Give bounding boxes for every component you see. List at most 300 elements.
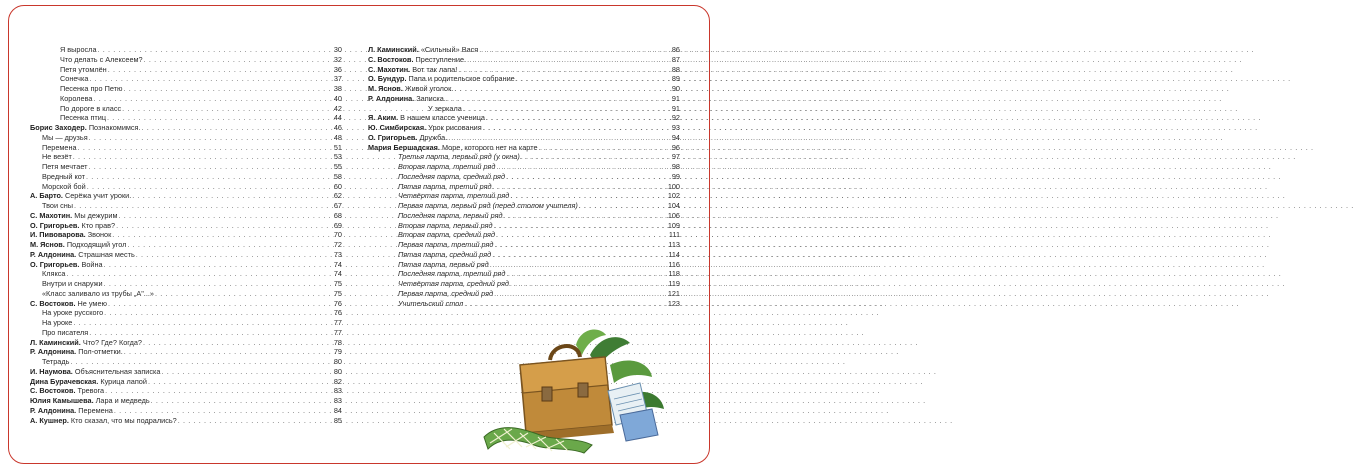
toc-entry bbox=[30, 308, 342, 318]
toc-title: Море, которого нет на карте bbox=[441, 142, 538, 152]
toc-author: С. Востоков. bbox=[30, 298, 76, 308]
toc-entry-text bbox=[42, 318, 72, 328]
toc-entry-text bbox=[42, 182, 86, 192]
toc-leader-dots bbox=[87, 182, 327, 192]
toc-author: Мария Бершадская. bbox=[368, 142, 440, 152]
toc-page-number: 113 bbox=[668, 240, 680, 249]
toc-title: Звонок bbox=[87, 230, 112, 240]
toc-entry-text bbox=[368, 123, 482, 133]
toc-author: Р. Алдонина. bbox=[30, 347, 77, 357]
toc-page-number: 74 bbox=[333, 259, 342, 269]
toc-entry-text bbox=[42, 328, 88, 338]
toc-title: Вредный кот bbox=[42, 171, 85, 181]
toc-entry-text bbox=[398, 269, 505, 279]
toc-entry bbox=[30, 367, 342, 377]
toc-title: «Сильный» Вася bbox=[420, 45, 479, 54]
toc-entry-text bbox=[398, 152, 520, 162]
toc-author: О. Григорьев. bbox=[368, 132, 418, 142]
toc-entry-text bbox=[60, 104, 121, 114]
toc-title: На уроке bbox=[42, 318, 73, 327]
toc-entry bbox=[30, 338, 342, 348]
toc-entry bbox=[30, 191, 342, 201]
toc-leader-dots bbox=[144, 55, 327, 65]
toc-entry-text bbox=[42, 152, 72, 162]
toc-title: Твои сны bbox=[42, 201, 74, 210]
toc-title: Я выросла bbox=[60, 45, 97, 54]
toc-page-number: 123 bbox=[667, 298, 680, 308]
toc-title: Не везёт bbox=[42, 152, 72, 162]
toc-leader-dots bbox=[492, 250, 665, 260]
toc-leader-dots bbox=[123, 84, 327, 94]
toc-entry bbox=[368, 104, 680, 114]
toc-entry-text bbox=[30, 377, 147, 387]
toc-right-column bbox=[368, 45, 680, 308]
toc-entry-text bbox=[398, 182, 492, 192]
toc-entry-text bbox=[60, 74, 88, 84]
toc-entry bbox=[368, 123, 680, 133]
toc-author: Р. Алдонина. bbox=[368, 93, 415, 103]
toc-page-number: 87 bbox=[671, 54, 680, 64]
toc-entry bbox=[368, 279, 680, 289]
toc-entry bbox=[30, 347, 342, 357]
toc-entry bbox=[368, 250, 680, 260]
school-bag-illustration bbox=[480, 325, 670, 455]
toc-title: Курица лапой bbox=[100, 376, 147, 386]
toc-entry bbox=[30, 328, 342, 338]
toc-leader-dots bbox=[510, 279, 665, 289]
toc-entry-text bbox=[368, 94, 446, 104]
toc-title: Перемена bbox=[78, 405, 113, 415]
toc-author: Борис Заходер. bbox=[30, 123, 87, 132]
toc-title: Четвёртая парта, средний ряд bbox=[398, 279, 509, 288]
toc-page-number: 82 bbox=[333, 376, 342, 386]
toc-author: Я. Аким. bbox=[368, 113, 399, 123]
toc-page-number: 51 bbox=[333, 142, 342, 152]
toc-author: Л. Каминский. bbox=[30, 337, 81, 347]
toc-entry-text bbox=[42, 133, 88, 143]
toc-leader-dots bbox=[70, 357, 327, 367]
toc-leader-dots bbox=[454, 84, 665, 94]
toc-author: С. Востоков. bbox=[368, 54, 414, 64]
toc-title: Кто сказал, что мы подрались? bbox=[70, 415, 177, 425]
toc-page-number: 67 bbox=[333, 201, 342, 210]
toc-entry-text bbox=[30, 250, 135, 260]
toc-title: Сонечка bbox=[60, 74, 89, 84]
toc-page-number: 119 bbox=[668, 279, 680, 288]
toc-page-number: 84 bbox=[333, 405, 342, 415]
toc-leader-dots bbox=[119, 211, 328, 221]
toc-page-number: 92 bbox=[671, 113, 680, 123]
toc-title: Мы — друзья bbox=[42, 132, 88, 142]
toc-leader-dots bbox=[463, 104, 665, 114]
toc-entry-text bbox=[398, 250, 491, 260]
toc-page-number: 73 bbox=[333, 249, 342, 259]
toc-title: Живой уголок. bbox=[404, 84, 454, 93]
toc-title: Песенка птиц bbox=[60, 113, 107, 123]
toc-entry bbox=[30, 289, 342, 299]
toc-title: Записка. bbox=[416, 93, 446, 103]
toc-entry bbox=[368, 230, 680, 240]
toc-leader-dots bbox=[148, 377, 327, 387]
toc-page-number: 100 bbox=[667, 181, 680, 191]
toc-title: Не умею bbox=[77, 298, 107, 308]
toc-title: Пятая парта, средний ряд bbox=[398, 249, 492, 259]
toc-page-number: 91 bbox=[671, 93, 680, 103]
toc-leader-dots bbox=[496, 162, 665, 172]
toc-entry-text bbox=[30, 386, 104, 396]
toc-title: Последняя парта, средний ряд bbox=[398, 171, 505, 181]
toc-author: С. Махотин. bbox=[368, 64, 411, 74]
toc-entry bbox=[368, 211, 680, 221]
toc-title: Про писателя bbox=[42, 327, 89, 337]
toc-entry bbox=[368, 191, 680, 201]
toc-entry bbox=[30, 416, 342, 426]
toc-title: Вторая парта, первый ряд bbox=[398, 220, 493, 230]
toc-page-number: 83 bbox=[333, 386, 342, 396]
toc-entry-text bbox=[30, 416, 177, 426]
toc-entry-text bbox=[42, 269, 65, 279]
toc-entry bbox=[30, 299, 342, 309]
toc-leader-dots bbox=[98, 45, 328, 55]
toc-leader-dots bbox=[124, 347, 327, 357]
toc-entry bbox=[30, 260, 342, 270]
toc-title: Пятая парта, третий ряд bbox=[398, 181, 492, 191]
toc-author: О. Григорьев. bbox=[30, 220, 80, 230]
toc-leader-dots bbox=[104, 260, 327, 270]
toc-page-number: 74 bbox=[333, 269, 342, 279]
toc-leader-dots bbox=[447, 94, 665, 104]
toc-entry bbox=[30, 74, 342, 84]
toc-title: Что делать с Алексеем? bbox=[60, 54, 143, 64]
toc-leader-dots bbox=[483, 123, 665, 133]
toc-entry-text bbox=[398, 172, 505, 182]
toc-page-number: 94 bbox=[671, 132, 680, 142]
toc-entry-text bbox=[398, 260, 489, 270]
toc-page-number: 109 bbox=[667, 220, 680, 230]
toc-page-number: 36 bbox=[333, 64, 342, 74]
toc-leader-dots bbox=[506, 269, 665, 279]
toc-entry-text bbox=[42, 143, 77, 153]
toc-title: Учительский стол bbox=[398, 298, 464, 308]
toc-entry-text bbox=[398, 279, 509, 289]
toc-entry bbox=[368, 65, 680, 75]
toc-title: Папа и родительское собрание bbox=[408, 74, 515, 84]
toc-entry bbox=[30, 279, 342, 289]
toc-page-number: 88 bbox=[671, 64, 680, 74]
toc-entry bbox=[368, 269, 680, 279]
toc-leader-dots bbox=[89, 74, 327, 84]
toc-leader-dots bbox=[494, 289, 665, 299]
toc-page-number: 83 bbox=[333, 396, 342, 405]
toc-entry bbox=[30, 123, 342, 133]
toc-entry bbox=[30, 357, 342, 367]
toc-leader-dots bbox=[510, 191, 665, 201]
toc-author: Дина Бурачевская. bbox=[30, 376, 99, 386]
toc-page-number: 75 bbox=[333, 288, 342, 298]
toc-entry bbox=[30, 133, 342, 143]
toc-entry-text bbox=[42, 357, 69, 367]
toc-leader-dots bbox=[132, 191, 327, 201]
toc-title: Серёжа учит уроки. bbox=[64, 191, 132, 201]
toc-entry-text bbox=[398, 230, 495, 240]
toc-entry-text bbox=[398, 211, 503, 221]
toc-title: Пол-отметки. bbox=[78, 347, 123, 357]
toc-title: Королева bbox=[60, 93, 93, 103]
toc-entry-text bbox=[30, 211, 118, 221]
toc-entry bbox=[368, 299, 680, 309]
toc-entry bbox=[30, 221, 342, 231]
toc-leader-dots bbox=[114, 406, 327, 416]
toc-entry bbox=[30, 104, 342, 114]
toc-entry bbox=[30, 318, 342, 328]
toc-entry bbox=[368, 133, 680, 143]
toc-entry bbox=[368, 240, 680, 250]
toc-title: Преступление. bbox=[415, 54, 467, 64]
toc-leader-dots bbox=[66, 269, 327, 279]
toc-entry-text bbox=[30, 230, 111, 240]
toc-title: Мы дежурим bbox=[74, 210, 118, 220]
toc-title: Последняя парта, первый ряд bbox=[398, 210, 503, 220]
toc-entry-text bbox=[42, 201, 73, 211]
toc-leader-dots bbox=[74, 201, 327, 211]
toc-entry bbox=[368, 45, 680, 55]
toc-author: Юлия Камышева. bbox=[30, 396, 94, 405]
toc-entry bbox=[368, 182, 680, 192]
toc-page-number: 40 bbox=[333, 93, 342, 103]
toc-page-number: 111 bbox=[668, 230, 680, 240]
toc-entry bbox=[368, 152, 680, 162]
toc-title: Клякса bbox=[42, 269, 66, 279]
toc-entry-text bbox=[42, 162, 88, 172]
toc-page-number: 97 bbox=[671, 152, 680, 162]
toc-entry-text bbox=[368, 45, 478, 55]
toc-page-number: 85 bbox=[333, 415, 342, 425]
toc-leader-dots bbox=[107, 113, 327, 123]
toc-entry-text bbox=[30, 338, 142, 348]
toc-leader-dots bbox=[486, 113, 665, 123]
toc-page-number: 76 bbox=[333, 298, 342, 308]
toc-author: И. Пивоварова. bbox=[30, 230, 86, 240]
toc-entry-text bbox=[30, 347, 123, 357]
toc-page-number: 98 bbox=[671, 162, 680, 171]
toc-entry-text bbox=[30, 260, 103, 270]
toc-entry bbox=[30, 113, 342, 123]
toc-entry bbox=[368, 260, 680, 270]
toc-leader-dots bbox=[105, 386, 327, 396]
toc-page-number: 91 bbox=[671, 103, 680, 113]
toc-title: Внутри и снаружи bbox=[42, 279, 103, 288]
toc-author: Р. Алдонина. bbox=[30, 405, 77, 415]
toc-author: С. Махотин. bbox=[30, 210, 73, 220]
toc-leader-dots bbox=[151, 396, 327, 406]
toc-leader-dots bbox=[479, 45, 665, 55]
toc-title: Вот так лапа! bbox=[412, 64, 458, 74]
toc-title: Первая парта, третий ряд bbox=[398, 240, 494, 249]
toc-leader-dots bbox=[142, 123, 327, 133]
toc-entry bbox=[30, 94, 342, 104]
toc-entry-text bbox=[30, 221, 115, 231]
toc-entry-text bbox=[30, 396, 150, 406]
toc-entry-text bbox=[60, 84, 122, 94]
toc-title: Война bbox=[81, 259, 103, 269]
toc-title: Песенка про Петю bbox=[60, 84, 123, 93]
toc-entry-text bbox=[30, 367, 160, 377]
toc-page-number: 102 bbox=[667, 191, 680, 201]
toc-entry bbox=[368, 221, 680, 231]
toc-page-number: 42 bbox=[333, 103, 342, 113]
toc-leader-dots bbox=[539, 143, 665, 153]
toc-page-number: 44 bbox=[333, 113, 342, 123]
toc-entry bbox=[30, 182, 342, 192]
toc-title: Тревога bbox=[77, 386, 105, 396]
toc-entry-text bbox=[30, 191, 131, 201]
toc-author: С. Востоков. bbox=[30, 386, 76, 396]
toc-title: Пятая парта, первый ряд bbox=[398, 259, 489, 269]
toc-leader-dots bbox=[73, 318, 327, 328]
toc-title: Морской бой bbox=[42, 181, 86, 191]
toc-title: Страшная месть bbox=[78, 249, 135, 259]
toc-page-number: 53 bbox=[333, 152, 342, 162]
toc-leader-dots bbox=[467, 55, 665, 65]
toc-leader-dots bbox=[112, 230, 327, 240]
toc-leader-dots bbox=[521, 152, 665, 162]
toc-entry bbox=[30, 45, 342, 55]
toc-leader-dots bbox=[136, 250, 327, 260]
toc-entry bbox=[368, 162, 680, 172]
toc-title: Вторая парта, средний ряд bbox=[398, 230, 495, 240]
toc-leader-dots bbox=[494, 240, 665, 250]
toc-leader-dots bbox=[458, 65, 665, 75]
toc-entry bbox=[368, 113, 680, 123]
toc-title: Познакомимся. bbox=[88, 123, 141, 132]
toc-page-number: 78 bbox=[333, 337, 342, 347]
toc-entry bbox=[30, 386, 342, 396]
toc-entry bbox=[30, 377, 342, 387]
toc-page-number: 116 bbox=[668, 259, 680, 269]
toc-title: Четвёртая парта, третий ряд bbox=[398, 191, 510, 201]
toc-entry bbox=[368, 172, 680, 182]
toc-entry bbox=[30, 143, 342, 153]
toc-page-number: 48 bbox=[333, 132, 342, 142]
toc-entry bbox=[368, 84, 680, 94]
toc-page-number: 80 bbox=[333, 366, 342, 376]
toc-left-column bbox=[30, 45, 342, 425]
toc-entry bbox=[30, 240, 342, 250]
toc-entry-text bbox=[60, 113, 106, 123]
toc-entry-text bbox=[368, 113, 485, 123]
toc-author: О. Григорьев. bbox=[30, 259, 80, 269]
toc-entry bbox=[30, 162, 342, 172]
toc-author: Ю. Симбирская. bbox=[368, 123, 427, 132]
toc-page-number: 62 bbox=[333, 191, 342, 201]
toc-page-number: 104 bbox=[667, 201, 680, 210]
toc-entry bbox=[368, 55, 680, 65]
toc-entry bbox=[30, 406, 342, 416]
toc-title: Тетрадь bbox=[42, 357, 70, 366]
toc-entry-text bbox=[368, 55, 466, 65]
toc-page-number: 37 bbox=[333, 74, 342, 84]
toc-page-number: 58 bbox=[333, 171, 342, 181]
toc-title: В нашем классе ученица bbox=[400, 113, 485, 123]
toc-page-number: 76 bbox=[333, 308, 342, 318]
toc-leader-dots bbox=[504, 211, 665, 221]
toc-entry-text bbox=[398, 299, 463, 309]
toc-leader-dots bbox=[78, 143, 327, 153]
toc-page-number: 68 bbox=[333, 210, 342, 220]
toc-leader-dots bbox=[73, 152, 327, 162]
toc-author: М. Яснов. bbox=[368, 84, 403, 93]
toc-leader-dots bbox=[161, 367, 327, 377]
toc-title: Вторая парта, третий ряд bbox=[398, 162, 496, 171]
toc-page-number: 79 bbox=[333, 347, 342, 357]
toc-leader-dots bbox=[496, 230, 665, 240]
toc-author: О. Бундур. bbox=[368, 74, 407, 84]
toc-leader-dots bbox=[89, 162, 328, 172]
toc-entry bbox=[30, 172, 342, 182]
toc-page-number: 77 bbox=[333, 327, 342, 337]
toc-entry-text bbox=[60, 55, 143, 65]
toc-entry-text bbox=[398, 201, 578, 211]
toc-entry-text bbox=[398, 221, 493, 231]
toc-page-number: 90 bbox=[671, 84, 680, 93]
toc-leader-dots bbox=[490, 260, 665, 270]
toc-entry bbox=[30, 55, 342, 65]
toc-leader-dots bbox=[516, 74, 665, 84]
toc-author: А. Барто. bbox=[30, 191, 63, 201]
toc-page-number: 121 bbox=[667, 288, 680, 298]
toc-page-number: 55 bbox=[333, 162, 342, 171]
toc-entry bbox=[30, 396, 342, 406]
toc-leader-dots bbox=[464, 299, 665, 309]
toc-leader-dots bbox=[579, 201, 665, 211]
toc-leader-dots bbox=[86, 172, 327, 182]
toc-leader-dots bbox=[93, 94, 327, 104]
toc-title: Подходящий угол bbox=[66, 240, 127, 249]
toc-entry-text bbox=[60, 45, 97, 55]
toc-page-number: 93 bbox=[671, 123, 680, 132]
toc-title: «Класс заливало из трубы „А"...» bbox=[42, 288, 154, 298]
toc-author: Л. Каминский. bbox=[368, 45, 419, 54]
toc-entry bbox=[368, 289, 680, 299]
toc-entry bbox=[30, 84, 342, 94]
toc-leader-dots bbox=[506, 172, 665, 182]
toc-entry-text bbox=[368, 74, 515, 84]
papers bbox=[608, 383, 658, 441]
toc-entry bbox=[30, 230, 342, 240]
toc-title: Лара и медведь bbox=[95, 396, 150, 405]
toc-leader-dots bbox=[108, 65, 327, 75]
toc-title: Первая парта, первый ряд (перед столом учителя) bbox=[398, 201, 578, 210]
toc-title: Дружба. bbox=[419, 132, 448, 142]
toc-entry-text bbox=[368, 143, 538, 153]
toc-entry-text bbox=[60, 94, 92, 104]
toc-entry-text bbox=[368, 133, 447, 143]
toc-page-number: 60 bbox=[333, 181, 342, 191]
toc-title: Первая парта, средний ряд bbox=[398, 288, 494, 298]
toc-page-number: 106 bbox=[667, 210, 680, 220]
toc-title: Петя мечтает bbox=[42, 162, 88, 171]
toc-author: И. Наумова. bbox=[30, 366, 73, 376]
toc-title: На уроке русского bbox=[42, 308, 104, 318]
toc-page-number: 69 bbox=[333, 220, 342, 230]
toc-entry-text bbox=[60, 65, 107, 75]
toc-entry-text bbox=[398, 191, 509, 201]
toc-page-number: 114 bbox=[668, 249, 680, 259]
toc-page-number: 72 bbox=[333, 240, 342, 249]
toc-page-number: 80 bbox=[333, 357, 342, 366]
toc-entry bbox=[368, 201, 680, 211]
toc-entry bbox=[30, 65, 342, 75]
